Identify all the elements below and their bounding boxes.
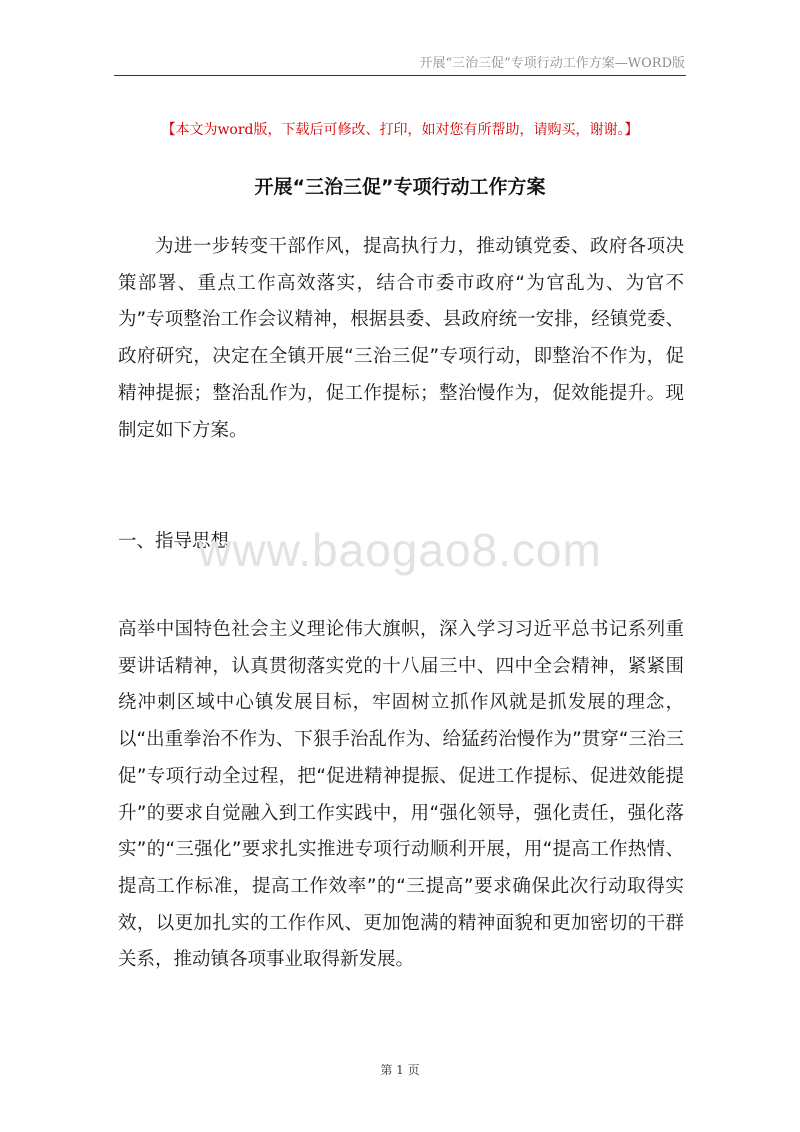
document-title: 开展“三治三促”专项行动工作方案 <box>254 176 546 198</box>
guiding-thought-paragraph: 高举中国特色社会主义理论伟大旗帜，深入学习习近平总书记系列重要讲话精神，认真贯彻落实党的十八届三中、四中全会精神，紧紧围绕冲刺区域中心镇发展目标，牢固树立抓作风就是抓发展的理念，以“出重拳治不作为、下狠手治乱作为、给猛药治慢作为”贯穿“三治三促”专项行动全过程，把“促进精神提振、促进工作提标、促进效能提升”的要求自觉融入到工作实践中，用“强化领导，强化责任，强化落实”的“三强化”要求扎实推进专项行动顺利开展，用“提高工作热情、提高工作标准，提高工作效率”的“三提高”要求确保此次行动取得实效，以更加扎实的工作作风、更加饱满的精神面貌和更加密切的干群关系，推动镇各项事业取得新发展。 <box>118 619 684 971</box>
intro-paragraph: 为进一步转变干部作风，提高执行力，推动镇党委、政府各项决策部署、重点工作高效落实，结合市委市政府“为官乱为、为官不为”专项整治工作会议精神，根据县委、县政府统一安排，经镇党委、政府研究，决定在全镇开展“三治三促”专项行动，即整治不作为，促精神提振；整治乱作为，促工作提标；整治慢作为，促效能提升。现制定如下方案。 <box>118 236 684 441</box>
download-notice: 【本文为word版，下载后可修改、打印，如对您有所帮助，请购买，谢谢。】 <box>161 122 639 138</box>
site-watermark: www.baogao8.com <box>198 524 602 576</box>
section-heading-guiding-thought: 一、指导思想 <box>118 531 230 552</box>
page-number: 第 1 页 <box>380 1063 420 1077</box>
running-header: 开展“三治三促”专项行动工作方案—WORD版 <box>419 56 685 71</box>
header-divider <box>114 75 686 76</box>
